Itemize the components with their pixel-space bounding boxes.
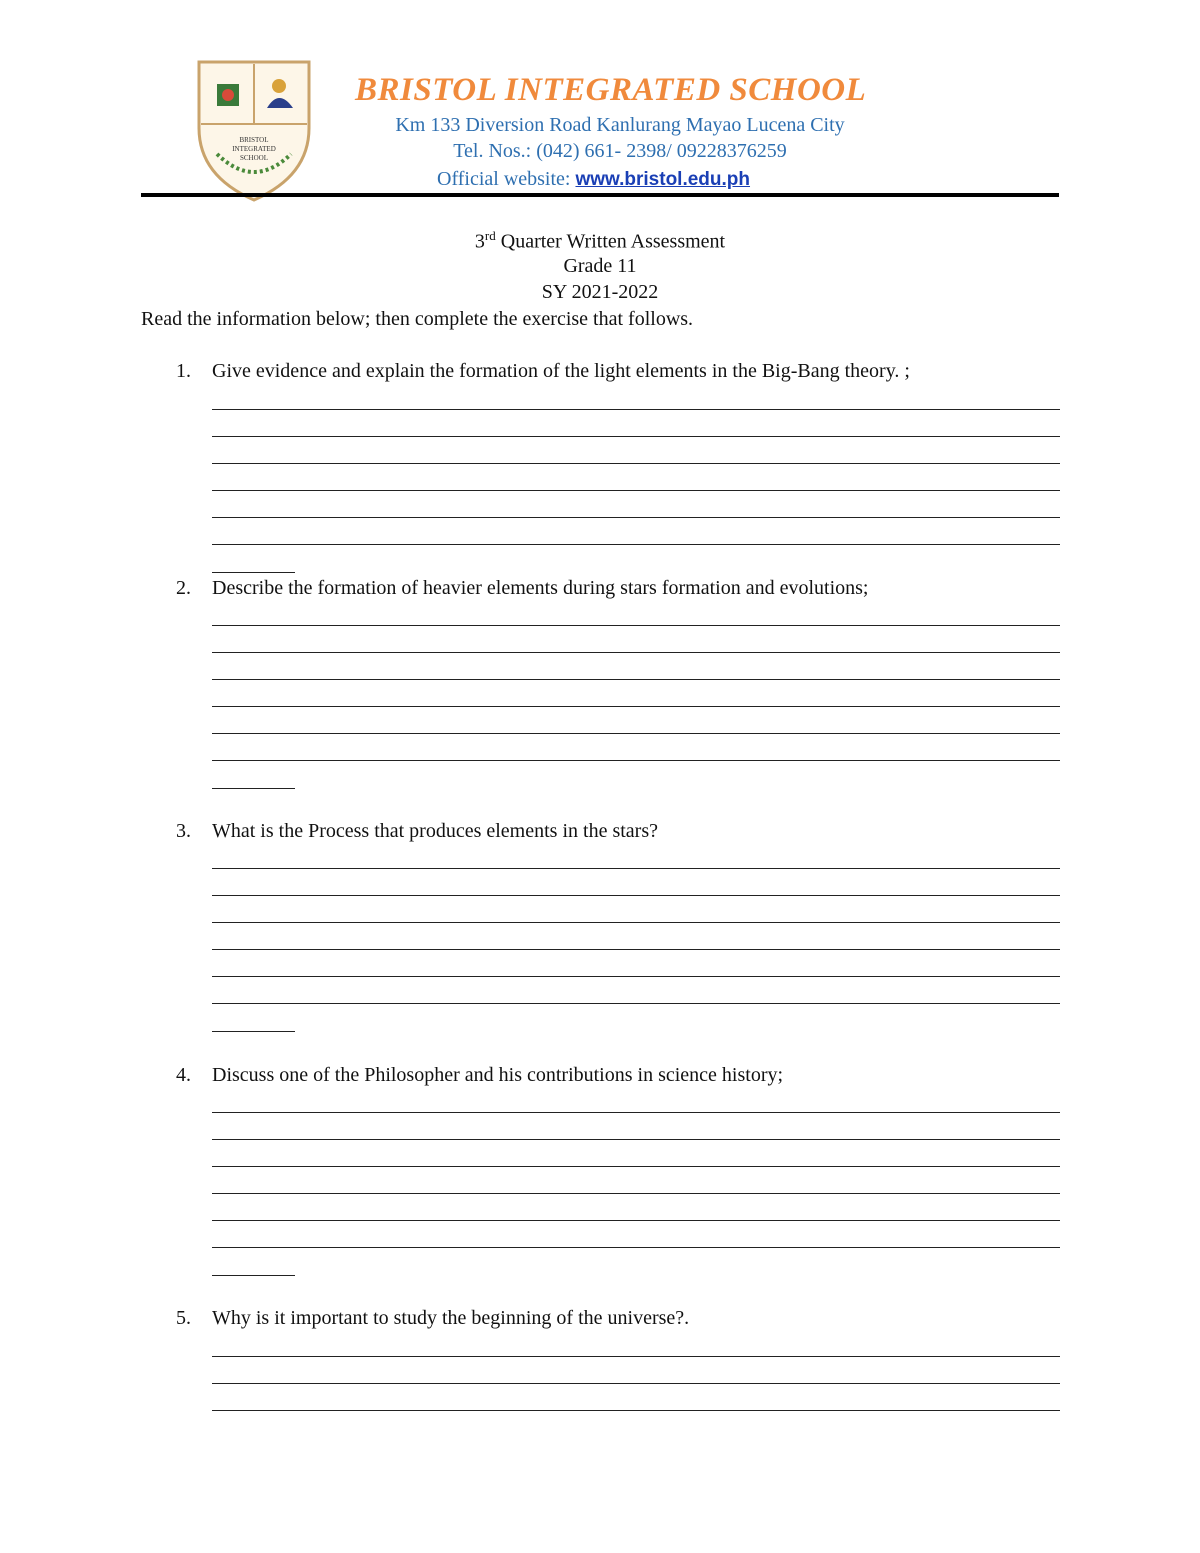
school-phone: Tel. Nos.: (042) 661- 2398/ 09228376259 (453, 140, 787, 162)
question-number: 5. (176, 1307, 191, 1329)
question-1 (176, 360, 910, 383)
question-3 (176, 820, 658, 843)
answer-line-end[interactable] (212, 1031, 295, 1032)
school-address: Km 133 Diversion Road Kanlurang Mayao Lucena City (395, 114, 845, 136)
header-divider (141, 193, 1059, 197)
quarter-number: 3 (474, 230, 485, 253)
answer-line[interactable] (212, 652, 1060, 653)
question-number: 3. (176, 820, 191, 842)
answer-line[interactable] (212, 1356, 1060, 1357)
answer-line[interactable] (212, 1003, 1060, 1004)
instructions: Read the information below; then complete the exercise that follows. (141, 308, 694, 330)
answer-line-end[interactable] (212, 788, 295, 789)
quarter-superscript: rd (484, 228, 496, 243)
question-5 (176, 1307, 689, 1330)
answer-line[interactable] (212, 679, 1060, 680)
answer-line[interactable] (212, 760, 1060, 761)
svg-text:SCHOOL: SCHOOL (239, 154, 269, 162)
question-number: 1. (176, 360, 191, 382)
answer-line[interactable] (212, 1220, 1060, 1221)
question-number: 2. (176, 577, 191, 599)
question-text: What is the Process that produces elements in the stars? (212, 820, 658, 842)
answer-line[interactable] (212, 733, 1060, 734)
question-number: 4. (176, 1064, 191, 1086)
answer-line[interactable] (212, 490, 1060, 491)
answer-line[interactable] (212, 706, 1060, 707)
answer-line[interactable] (212, 868, 1060, 869)
answer-line[interactable] (212, 625, 1060, 626)
question-text: Why is it important to study the beginning of the universe?. (212, 1307, 690, 1329)
grade-level: Grade 11 (563, 255, 637, 277)
answer-line[interactable] (212, 1166, 1060, 1167)
answer-line-end[interactable] (212, 1275, 295, 1276)
answer-line[interactable] (212, 544, 1060, 545)
question-2 (176, 577, 868, 600)
answer-line[interactable] (212, 1193, 1060, 1194)
question-4 (176, 1064, 783, 1087)
answer-line[interactable] (212, 1383, 1060, 1384)
svg-text:BRISTOL: BRISTOL (239, 136, 269, 144)
answer-line[interactable] (212, 922, 1060, 923)
question-text: Describe the formation of heavier elements during stars formation and evolutions; (212, 577, 869, 599)
answer-line[interactable] (212, 895, 1060, 896)
answer-line[interactable] (212, 976, 1060, 977)
question-text: Give evidence and explain the formation of the light elements in the Big-Bang theory. ; (212, 360, 910, 382)
website-label: Official website: (437, 168, 571, 190)
school-year: SY 2021-2022 (541, 281, 659, 303)
website-line (437, 168, 814, 191)
answer-line[interactable] (212, 1112, 1060, 1113)
answer-line[interactable] (212, 517, 1060, 518)
quarter-title: Quarter Written Assessment (495, 230, 726, 253)
svg-text:INTEGRATED: INTEGRATED (232, 145, 276, 153)
answer-line[interactable] (212, 463, 1060, 464)
website-link[interactable]: www.bristol.edu.ph (575, 169, 751, 190)
school-name: BRISTOL INTEGRATED SCHOOL (355, 72, 867, 108)
answer-line[interactable] (212, 409, 1060, 410)
answer-line-end[interactable] (212, 572, 295, 573)
answer-line[interactable] (212, 1139, 1060, 1140)
answer-line[interactable] (212, 436, 1060, 437)
answer-line[interactable] (212, 949, 1060, 950)
assessment-title (0, 228, 1200, 254)
answer-line[interactable] (212, 1410, 1060, 1411)
answer-line[interactable] (212, 1247, 1060, 1248)
question-text: Discuss one of the Philosopher and his contributions in science history; (212, 1064, 784, 1086)
